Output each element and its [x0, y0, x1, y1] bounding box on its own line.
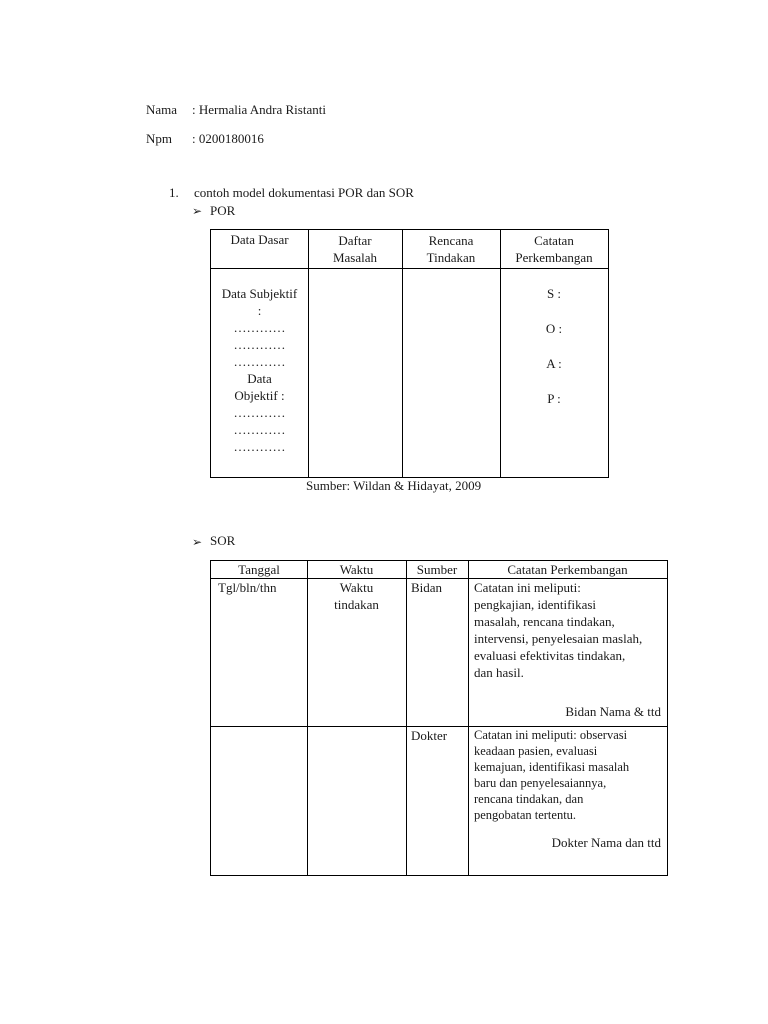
name-value: : Hermalia Andra Ristanti [192, 102, 326, 117]
por-data-dasar-cell [211, 285, 308, 455]
sor-header-waktu: Waktu [339, 562, 374, 577]
por-header-rencana-line1: Rencana [428, 233, 474, 248]
sor-row1-catatan-line: masalah, rencana tindakan, [474, 614, 615, 629]
por-source-caption: Sumber: Wildan & Hidayat, 2009 [306, 478, 482, 493]
dotted-line: ………… [233, 354, 286, 369]
sor-label: SOR [210, 533, 236, 548]
sor-row1-waktu-line2: tindakan [334, 597, 379, 612]
sor-row1-catatan-line: pengkajian, identifikasi [474, 597, 597, 612]
sor-row2-catatan-line: rencana tindakan, dan [474, 792, 584, 806]
npm-label: Npm [146, 131, 172, 146]
data-subjektif-label: Data Subjektif [221, 286, 298, 301]
data-subjektif-colon: : [257, 303, 262, 318]
section-number: 1. [169, 185, 179, 200]
sor-row1-waktu-line1: Waktu [339, 580, 374, 595]
sor-row2-catatan-line: Catatan ini meliputi: observasi [474, 728, 628, 742]
section-title: contoh model dokumentasi POR dan SOR [194, 185, 414, 200]
sor-row1-catatan-line: intervensi, penyelesaian maslah, [474, 631, 643, 646]
por-header-daftar-masalah [308, 230, 402, 268]
data-objektif-label-line2: Objektif : [234, 388, 285, 403]
sor-row1-catatan [474, 579, 666, 681]
sor-row1-catatan-line: dan hasil. [474, 665, 524, 680]
sor-col-divider [468, 561, 469, 875]
por-table [210, 229, 609, 478]
sor-row2-sumber: Dokter [411, 728, 448, 743]
npm-value: : 0200180016 [192, 131, 264, 146]
por-header-data-dasar [211, 230, 308, 269]
por-header-daftar-line1: Daftar [338, 233, 372, 248]
data-objektif-label-line1: Data [247, 371, 272, 386]
sor-row1-sumber: Bidan [411, 580, 443, 595]
sor-row2-signature: Dokter Nama dan ttd [551, 835, 661, 850]
dotted-line: ………… [233, 439, 286, 454]
por-header-catatan-perkembangan [500, 230, 608, 268]
dotted-line: ………… [233, 337, 286, 352]
soap-o: O : [545, 321, 563, 336]
sor-row1-tanggal: Tgl/bln/thn [218, 580, 277, 595]
por-label: POR [210, 203, 236, 218]
sor-row1-signature: Bidan Nama & ttd [565, 704, 661, 719]
sor-row2-catatan [474, 727, 666, 823]
soap-s: S : [546, 286, 562, 301]
sor-row2-catatan-line: keadaan pasien, evaluasi [474, 744, 598, 758]
name-label: Nama [146, 102, 178, 117]
sor-col-divider [406, 561, 407, 875]
sor-row2-catatan-line: kemajuan, identifikasi masalah [474, 760, 630, 774]
sor-table [210, 560, 668, 876]
sor-header-tanggal: Tanggal [238, 562, 280, 577]
sor-row1-catatan-line: evaluasi efektivitas tindakan, [474, 648, 626, 663]
dotted-line: ………… [233, 320, 286, 335]
por-header-catatan-line1: Catatan [534, 233, 574, 248]
sor-row1-catatan-line: Catatan ini meliputi: [474, 580, 581, 595]
por-header-catatan-line2: Perkembangan [515, 250, 593, 265]
soap-p: P : [547, 391, 561, 406]
sor-row1-waktu [307, 579, 406, 613]
dotted-line: ………… [233, 422, 286, 437]
por-header-rencana-tindakan [402, 230, 500, 268]
sor-row2-catatan-line: pengobatan tertentu. [474, 808, 577, 822]
sor-row2-catatan-line: baru dan penyelesaiannya, [474, 776, 607, 790]
bullet-arrow-icon: ➢ [192, 204, 203, 218]
bullet-arrow-icon: ➢ [192, 535, 203, 549]
por-header-data-dasar-text: Data Dasar [230, 232, 289, 247]
soap-a: A : [546, 356, 562, 371]
sor-header-catatan: Catatan Perkembangan [507, 562, 628, 577]
por-header-daftar-line2: Masalah [332, 250, 378, 265]
sor-header-sumber: Sumber [416, 562, 458, 577]
por-header-rencana-line2: Tindakan [426, 250, 476, 265]
dotted-line: ………… [233, 405, 286, 420]
